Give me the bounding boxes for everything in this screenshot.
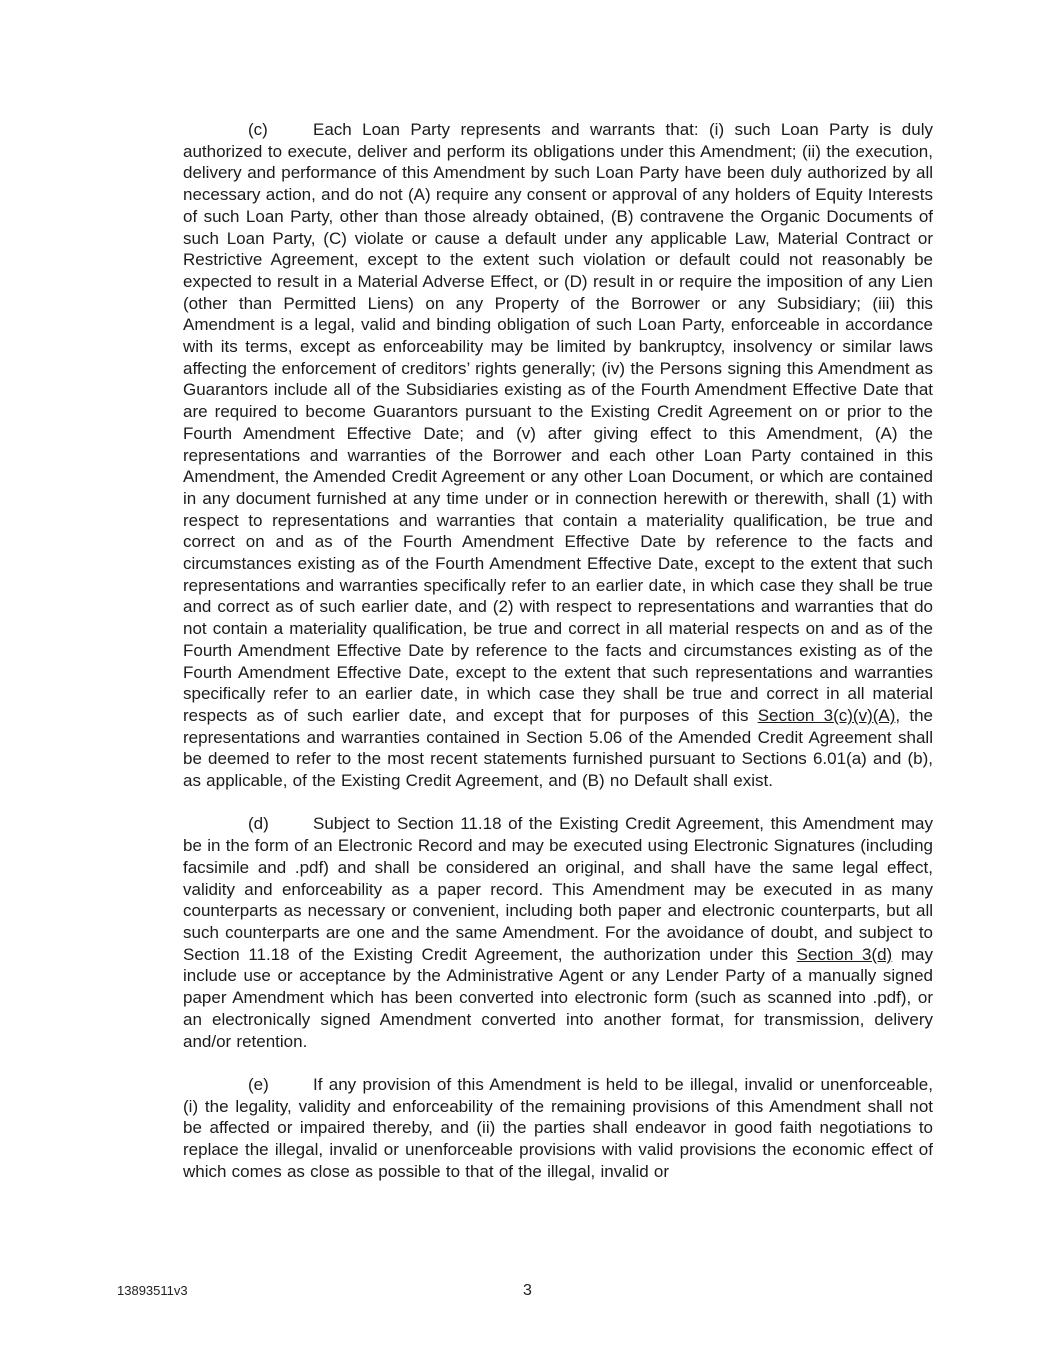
- section-reference: Section 3(d): [796, 944, 893, 964]
- paragraph-text: may include use or acceptance by the Administrative Agent or any Lender Party of a manually signed paper Amendment which has been converted into electronic form (such as scanned into .pdf), or an electronically signed Amendment converted into another format, for transmission, delivery and/or retention.: [183, 944, 933, 1051]
- paragraph-text: , the representations and warranties contained in Section 5.06 of the Amended Credit Agreement shall be deemed to refer to the most recent statements furnished pursuant to Sections 6.01(a) and (b), as applicable, of the Existing Credit Agreement, and (B) no Default shall exist.: [183, 705, 934, 791]
- footer-document-id: 13893511v3: [117, 1283, 188, 1298]
- paragraph: [183, 813, 933, 1052]
- document-body: [183, 119, 933, 1182]
- paragraph-text: Each Loan Party represents and warrants that: (i) such Loan Party is duly authorized to execute, deliver and perform its obligations under this Amendment; (ii) the execution, delivery and performance of this Amendment by such Loan Party have been duly authorized by all necessary action, and do not (A) require any consent or approval of any holders of Equity Interests of such Loan Party, other than those already obtained, (B) contravene the Organic Documents of such Loan Party, (C) violate or cause a default under any applicable Law, Material Contract or Restrictive Agreement, except to the extent such violation or default could not reasonably be expected to result in a Material Adverse Effect, or (D) result in or require the imposition of any Lien (other than Permitted Liens) on any Property of the Borrower or any Subsidiary; (iii) this Amendment is a legal, valid and binding obligation of such Loan Party, enforceable in accordance with its terms, except as enforceability may be limited by bankruptcy, insolvency or similar laws affecting the enforcement of creditors’ rights generally; (iv) the Persons signing this Amendment as Guarantors include all of the Subsidiaries existing as of the Fourth Amendment Effective Date that are required to become Guarantors pursuant to the Existing Credit Agreement on or prior to the Fourth Amendment Effective Date; and (v) after giving effect to this Amendment, (A) the representations and warranties of the Borrower and each other Loan Party contained in this Amendment, the Amended Credit Agreement or any other Loan Document, or which are contained in any document furnished at any time under or in connection herewith or therewith, shall (1) with respect to representations and warranties that contain a materiality qualification, be true and correct on and as of the Fourth Amendment Effective Date by reference to the facts and circumstances existing as of the Fourth Amendment Effective Date, except to the extent that such representations and warranties specifically refer to an earlier date, in which case they shall be true and correct as of such earlier date, and (2) with respect to representations and warranties that do not contain a materiality qualification, be true and correct in all material respects on and as of the Fourth Amendment Effective Date by reference to the facts and circumstances existing as of the Fourth Amendment Effective Date, except to the extent that such representations and warranties specifically refer to an earlier date, in which case they shall be true and correct in all material respects as of such earlier date, and except that for purposes of this: [183, 120, 933, 725]
- paragraph: [183, 1074, 933, 1183]
- section-reference: Section 3(c)(v)(A): [757, 705, 896, 725]
- paragraph: [183, 119, 933, 792]
- paragraph-text: If any provision of this Amendment is held to be illegal, invalid or unenforceable, (i) the legality, validity and enforceability of the remaining provisions of this Amendment shall not be affected or impaired thereby, and (ii) the parties shall endeavor in good faith negotiations to replace the illegal, invalid or unenforceable provisions with valid provisions the economic effect of which comes as close as possible to that of the illegal, invalid or: [183, 1074, 933, 1181]
- footer-page-number: 3: [523, 1282, 532, 1299]
- paragraph-text: Subject to Section 11.18 of the Existing Credit Agreement, this Amendment may be in the form of an Electronic Record and may be executed using Electronic Signatures (including facsimile and .pdf) and shall be considered an original, and shall have the same legal effect, validity and enforceability as a paper record. This Amendment may be executed in as many counterparts as necessary or convenient, including both paper and electronic counterparts, but all such counterparts are one and the same Amendment. For the avoidance of doubt, and subject to Section 11.18 of the Existing Credit Agreement, the authorization under this: [183, 814, 933, 964]
- paragraph-label: (c): [248, 120, 268, 139]
- paragraph-label: (e): [248, 1074, 269, 1094]
- paragraph-label: (d): [248, 814, 269, 834]
